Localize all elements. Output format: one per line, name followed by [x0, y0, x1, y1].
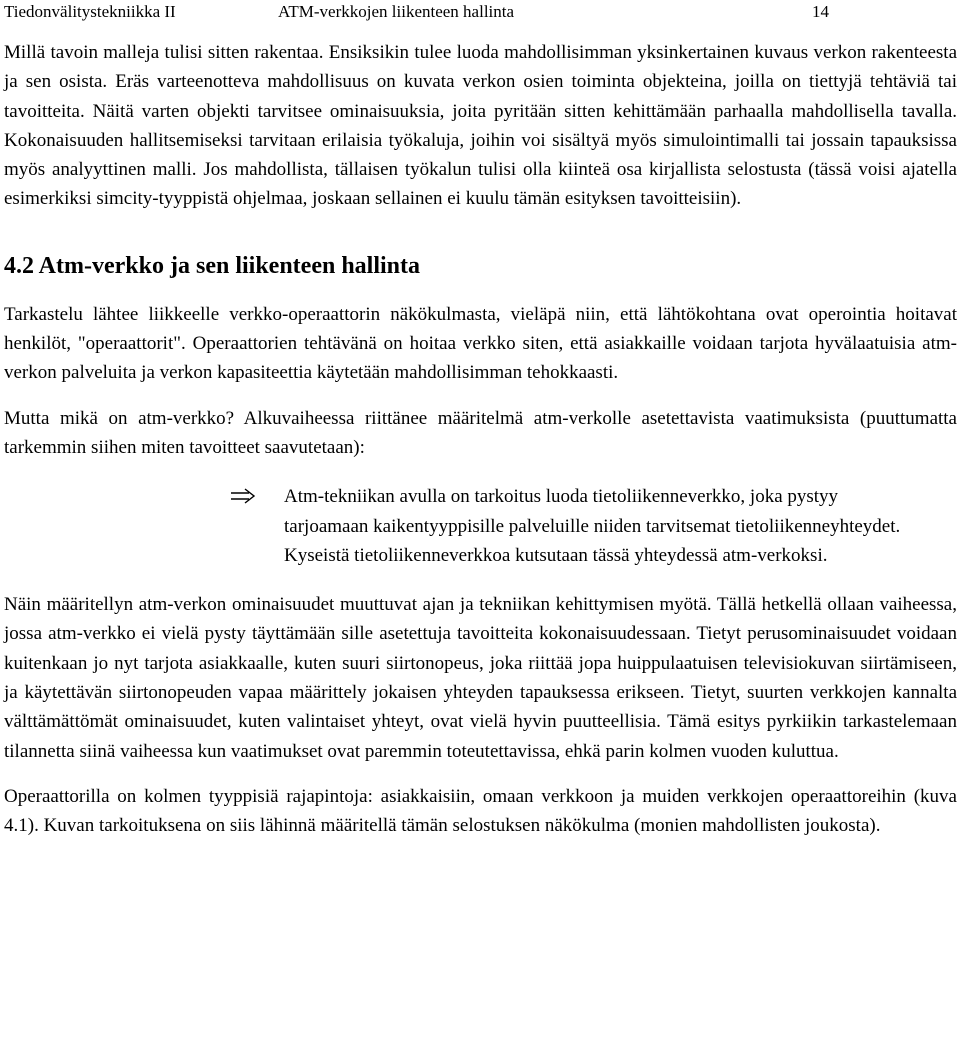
paragraph-modeling: Millä tavoin malleja tulisi sitten rakentaa. Ensiksikin tulee luoda mahdollisimman yksinkertainen kuvaus verkon rakenteesta ja sen osista. Eräs varteenotteva mahdollisuus on kuvata verkon osien toiminta objekteina, joilla on tiettyjä tehtäviä tai tavoitteita. Näitä varten objekti tarvitsee ominaisuuksia, joita pyritään sitten kehittämään parhaalla mahdollisella tavalla. Kokonaisuuden hallitsemiseksi tarvitaan erilaisia työkaluja, joihin voi sisältyä myös simulointimalli tai jossain tapauksissa myös analyyttinen malli. Jos mahdollista, tällaisen työkalun tulisi olla kiinteä osa kirjallista selostusta (tässä voisi ajatella esimerkiksi simcity-tyyppistä ohjelmaa, joskaan sellainen ei kuulu tämän esityksen tavoitteisiin). — [4, 42, 957, 210]
paragraph-atm-properties: Näin määritellyn atm-verkon ominaisuudet muuttuvat ajan ja tekniikan kehittymisen myötä. Tällä hetkellä ollaan vaiheessa, jossa atm-verkko ei vielä pysty täyttämään sille asetettuja tavoitteita kokonaisuudessaan. Tietyt perusominaisuudet voidaan kuitenkaan jo nyt tarjota asiakkaalle, kuten suuri siirtonopeus, joka riittää jopa huippulaatuisen televisiokuvan siirtämiseen, ja käytettävän siirtonopeuden vapaa määrittely jokaisen yhteyden tapauksessa erikseen. Tietyt, suurten verkkojen kannalta välttämättömät ominaisuudet, kuten valintaiset yhteyt, ovat vielä hyvin puutteellisia. Tämä esitys pyrkiikin tarkastelemaan tilannetta siinä vaiheessa kun vaatimukset ovat paremmin toteutettavissa, ehkä parin kolmen vuoden kuluttua. — [4, 594, 957, 762]
definition-list-item — [4, 482, 957, 570]
header-document-title: ATM-verkkojen liikenteen hallinta — [278, 2, 515, 21]
header-course-name: Tiedonvälitystekniikka II — [4, 2, 176, 21]
section-heading: 4.2 Atm-verkko ja sen liikenteen hallinta — [4, 252, 421, 279]
paragraph-operator-perspective: Tarkastelu lähtee liikkeelle verkko-operaattorin näkökulmasta, vieläpä niin, että lähtökohtana ovat operointia hoitavat henkilöt, "operaattorit". Operaattorien tehtävänä on hoitaa verkko siten, että asiakkaille voidaan tarjota hyvälaatuisia atm-verkon palveluita ja verkon kapasiteettia käytetään mahdollisimman tehokkaasti. — [4, 303, 957, 384]
definition-text: Atm-tekniikan avulla on tarkoitus luoda tietoliikenneverkko, joka pystyy tarjoamaan kaikentyyppisille palveluille niiden tarvitsemat tietoliikenneyhteydet. Kyseistä tietoliikenneverkkoa kutsutaan tässä yhteydessä atm-verkoksi. — [284, 486, 901, 566]
paragraph-operator-interfaces: Operaattorilla on kolmen tyyppisiä rajapintoja: asiakkaisiin, omaan verkkoon ja muiden verkkojen operaattoreihin (kuva 4.1). Kuvan tarkoituksena on siis lähinnä määritellä tämän selostuksen näkökulma (monien mahdollisten joukosta). — [4, 785, 957, 837]
paragraph-what-is-atm: Mutta mikä on atm-verkko? Alkuvaiheessa riittänee määritelmä atm-verkolle asetettavista vaatimuksista (puuttumatta tarkemmin siihen miten tavoitteet saavutetaan): — [4, 407, 957, 458]
double-arrow-implies-icon — [230, 487, 256, 505]
running-header — [4, 0, 957, 24]
header-page-number: 14 — [812, 2, 829, 21]
